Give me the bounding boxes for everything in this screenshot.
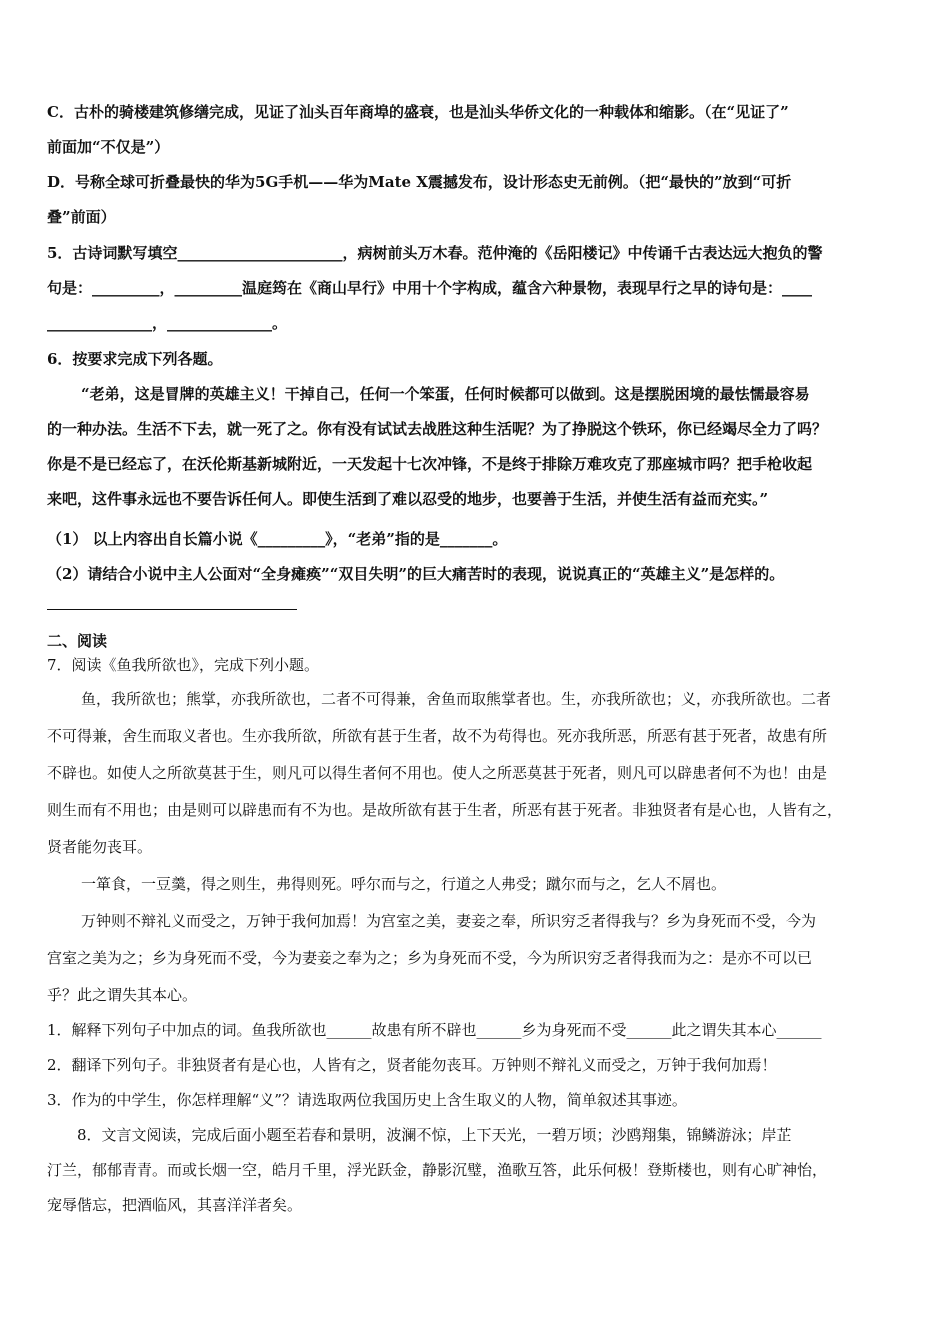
passage-7-line: 则生而有不用也；由是则可以辟患而有不为也。是故所欲有甚于生者，所恶有甚于死者。非独贤者有是心也，人皆有之， — [47, 801, 843, 819]
question-6-sub-1: （1） 以上内容出自长篇小说《_________》，“老弟”指的是_______。 — [47, 530, 508, 548]
answer-line — [47, 609, 297, 610]
question-5-line-2: 句是：_________，_________温庭筠在《商山早行》中用十个字构成，蕴含六种景物，表现早行之早的诗句是：____ — [47, 279, 813, 297]
question-7-sub-3: 3．作为的中学生，你怎样理解“义”？请选取两位我国历史上含生取义的人物，简单叙述其事迹。 — [47, 1091, 687, 1109]
option-c-line-cont: 前面加“不仅是”） — [47, 138, 170, 156]
passage-7-line: 不可得兼，舍生而取义者也。生亦我所欲，所欲有甚于生者，故不为苟得也。死亦我所恶，所恶有甚于死者，故患有所 — [47, 727, 828, 745]
passage-7-line: 鱼，我所欲也；熊掌，亦我所欲也，二者不可得兼，舍鱼而取熊掌者也。生，亦我所欲也；义，亦我所欲也。二者 — [81, 690, 832, 708]
passage-7-line: 贤者能勿丧耳。 — [47, 838, 153, 856]
question-7-heading: 7．阅读《鱼我所欲也》，完成下列小题。 — [47, 656, 320, 674]
option-d-line-cont: 叠”前面） — [47, 208, 116, 226]
passage-6-line: 的一种办法。生活不下去，就一死了之。你有没有试试去战胜这种生活呢？为了挣脱这个铁环，你已经竭尽全力了吗？ — [47, 420, 828, 438]
question-5-line-3: ______________，______________。 — [47, 314, 288, 332]
question-6-heading: 6．按要求完成下列各题。 — [47, 350, 223, 368]
question-8-line: 8．文言文阅读，完成后面小题至若春和景明，波澜不惊，上下天光，一碧万顷；沙鸥翔集，锦鳞游泳；岸芷 — [77, 1126, 792, 1144]
question-7-sub-2: 2．翻译下列句子。非独贤者有是心也，人皆有之，贤者能勿丧耳。万钟则不辩礼义而受之，万钟于我何加焉！ — [47, 1056, 777, 1074]
passage-7-line: 一箪食，一豆羹，得之则生，弗得则死。呼尔而与之，行道之人弗受；蹴尔而与之，乞人不屑也。 — [81, 875, 727, 893]
passage-7-line: 乎？此之谓失其本心。 — [47, 986, 198, 1004]
passage-6-line: 你是不是已经忘了，在沃伦斯基新城附近，一天发起十七次冲锋，不是终于排除万难攻克了那座城市吗？把手枪收起 — [47, 455, 813, 473]
passage-7-line: 宫室之美为之；乡为身死而不受，今为妻妾之奉为之；乡为身死而不受，今为所识穷乏者得我而为之：是亦不可以已 — [47, 949, 813, 967]
option-d-line: D．号称全球可折叠最快的华为5G手机——华为Mate X震撼发布，设计形态史无前例。（把“最快的”放到“可折 — [47, 173, 792, 191]
question-5-line: 5．古诗词默写填空______________________，病树前头万木春。范仲淹的《岳阳楼记》中传诵千古表达远大抱负的警 — [47, 244, 823, 262]
section-heading-reading: 二、阅读 — [47, 632, 108, 650]
passage-6-line: 来吧，这件事永远也不要告诉任何人。即使生活到了难以忍受的地步，也要善于生活，并使生活有益而充实。” — [47, 490, 769, 508]
passage-8-line: 汀兰，郁郁青青。而或长烟一空，皓月千里，浮光跃金，静影沉璧，渔歌互答，此乐何极！登斯楼也，则有心旷神怡， — [47, 1161, 828, 1179]
option-c-line: C．古朴的骑楼建筑修缮完成，见证了汕头百年商埠的盛衰，也是汕头华侨文化的一种载体和缩影。（在“见证了” — [47, 103, 789, 121]
passage-6-line: “老弟，这是冒牌的英雄主义！干掉自己，任何一个笨蛋，任何时候都可以做到。这是摆脱困境的最怯懦最容易 — [81, 385, 810, 403]
passage-8-line: 宠辱偕忘，把酒临风，其喜洋洋者矣。 — [47, 1196, 303, 1214]
question-6-sub-2: （2）请结合小说中主人公面对“全身瘫痪”“双目失明”的巨大痛苦时的表现，说说真正的“英雄主义”是怎样的。 — [47, 565, 785, 583]
passage-7-line: 不辟也。如使人之所欲莫甚于生，则凡可以得生者何不用也。使人之所恶莫甚于死者，则凡可以辟患者何不为也！由是 — [47, 764, 828, 782]
question-7-sub-1: 1．解释下列句子中加点的词。鱼我所欲也______故患有所不辟也______乡为身死而不受______此之谓失其本心______ — [47, 1021, 822, 1039]
passage-7-line: 万钟则不辩礼义而受之，万钟于我何加焉！为宫室之美，妻妾之奉，所识穷乏者得我与？乡为身死而不受，今为 — [81, 912, 817, 930]
